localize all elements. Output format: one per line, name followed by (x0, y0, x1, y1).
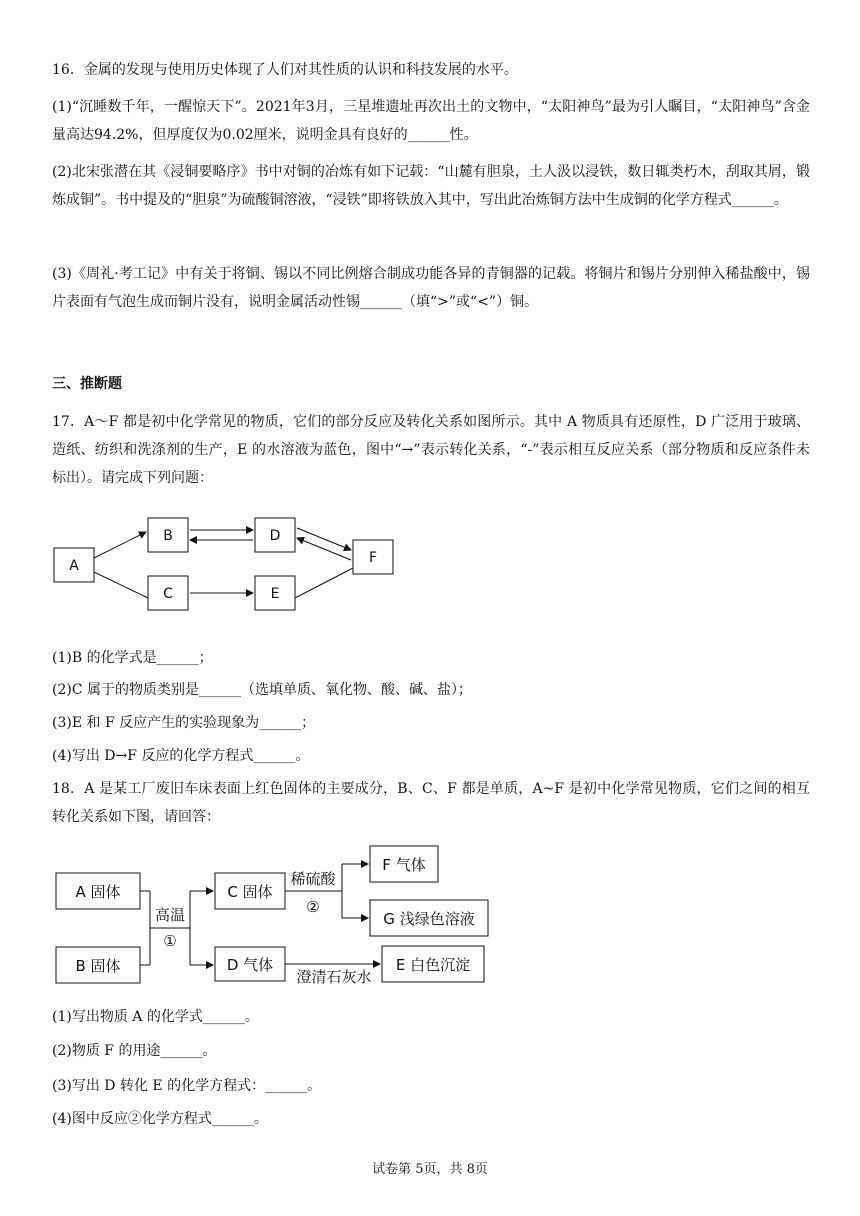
section-title: 三、推断题 (52, 376, 122, 392)
q17-arrow-f-d (297, 538, 351, 560)
q17-label-e: E (270, 586, 280, 602)
q18-cond1-bottom: ① (163, 932, 177, 950)
q17-label-b: B (163, 528, 173, 544)
q18-label-e: E 白色沉淀 (395, 956, 471, 974)
q17-label-c: C (163, 586, 173, 602)
q18-label-f: F 气体 (382, 856, 426, 874)
q18-label-g: G 浅绿色溶液 (383, 910, 475, 928)
q17-label-d: D (269, 528, 281, 544)
q17-arrow-a-b (94, 532, 146, 558)
q17-line-e-f (295, 568, 353, 598)
q17-part1: (1)B 的化学式是______； (52, 650, 213, 666)
q16-part3: (3)《周礼·考工记》中有关于将铜、锡以不同比例熔合制成功能各异的青铜器的记载。将铜片和锡片分别伸入稀盐酸中，锡片表面有气泡生成而铜片没有，说明金属活动性锡______（填“>”或“<”）铜。 (52, 266, 810, 310)
q18-part1: (1)写出物质 A 的化学式______。 (52, 1009, 259, 1025)
q18-cond3: 澄清石灰水 (296, 968, 372, 986)
q16-stem: 16．金属的发现与使用历史体现了人们对其性质的认识和科技发展的水平。 (52, 62, 518, 78)
q18-label-a: A 固体 (75, 883, 121, 901)
q17-part2: (2)C 属于的物质类别是______（选填单质、氧化物、酸、碱、盐）； (52, 682, 472, 698)
q18-part4: (4)图中反应②化学方程式______。 (52, 1111, 268, 1127)
q16-part2: (2)北宋张潜在其《浸铜要略序》书中对铜的冶炼有如下记载：“山麓有胆泉，土人汲以浸铁，数日辄类朽木，刮取其屑，锻炼成铜”。书中提及的“胆泉”为硫酸铜溶液，“浸铁”即将铁放入其中，写出此冶炼铜方法中生成铜的化学方程式______。 (52, 164, 810, 208)
q18-label-d: D 气体 (226, 956, 274, 974)
q17-label-f: F (368, 550, 378, 566)
page-footer: 试卷第 5页，共 8页 (372, 1162, 488, 1177)
q18-part3: (3)写出 D 转化 E 的化学方程式：______。 (52, 1078, 322, 1094)
q18-diagram (50, 840, 500, 990)
q18-stem: 18．A 是某工厂废旧车床表面上红色固体的主要成分，B、C、F 都是单质，A~F 是初中化学常见物质，它们之间的相互转化关系如下图，请回答： (52, 781, 810, 825)
q17-label-a: A (69, 558, 79, 574)
q18-label-b: B 固体 (75, 957, 121, 975)
q17-arrow-d-f (297, 528, 351, 550)
q18-cond1-top: 高温 (154, 906, 186, 924)
q18-label-c: C 固体 (227, 883, 273, 901)
q17-line-a-c (94, 572, 148, 598)
q17-diagram (50, 510, 410, 620)
q18-part2: (2)物质 F 的用途______。 (52, 1043, 217, 1059)
q17-part3: (3)E 和 F 反应产生的实验现象为______； (52, 715, 316, 731)
q17-stem: 17．A～F 都是初中化学常见的物质，它们的部分反应及转化关系如图所示。其中 A 物质具有还原性，D 广泛用于玻璃、造纸、纺织和洗涤剂的生产，E 的水溶液为蓝色，图中“→”表示转化关系，“-”表示相互反应关系（部分物质和反应条件未标出）。请完成下列问题： (52, 414, 810, 486)
q17-part4: (4)写出 D→F 反应的化学方程式______。 (52, 748, 310, 764)
q18-cond2-top: 稀硫酸 (290, 870, 336, 888)
q16-part1: (1)“沉睡数千年，一醒惊天下”。2021年3月，三星堆遗址再次出土的文物中，“太阳神鸟”最为引人瞩目，“太阳神鸟”含金量高达94.2%，但厚度仅为0.02厘米，说明金具有良好的______性。 (52, 99, 810, 143)
q18-cond2-bottom: ② (306, 898, 320, 916)
